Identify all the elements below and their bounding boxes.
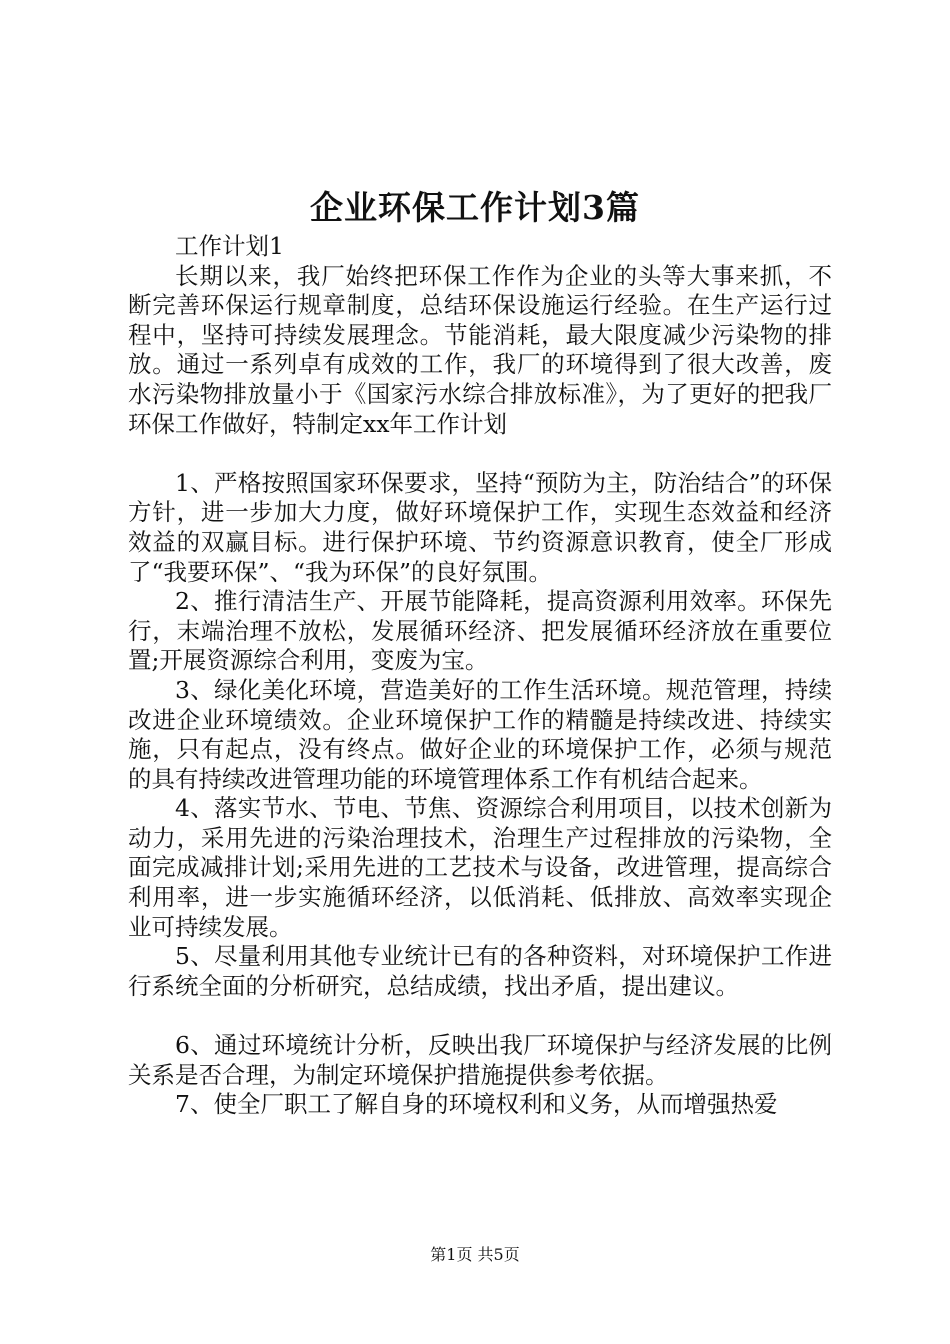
plan-item-4: 4、落实节水、节电、节焦、资源综合利用项目，以技术创新为动力，采用先进的污染治理技术，治理生产过程排放的污染物，全面完成减排计划;采用先进的工艺技术与设备，改进管理，提高综合利用率，进一步实施循环经济，以低消耗、低排放、高效率实现企业可持续发展。 <box>128 794 832 941</box>
document-title: 企业环保工作计划3篇 <box>310 188 640 227</box>
document-body <box>128 232 832 1120</box>
plan-item-5: 5、尽量利用其他专业统计已有的各种资料，对环境保护工作进行系统全面的分析研究，总结成绩，找出矛盾，提出建议。 <box>128 942 832 1000</box>
plan-item-3: 3、绿化美化环境，营造美好的工作生活环境。规范管理，持续改进企业环境绩效。企业环境保护工作的精髓是持续改进、持续实施，只有起点，没有终点。做好企业的环境保护工作，必须与规范的具有持续改进管理功能的环境管理体系工作有机结合起来。 <box>128 675 832 793</box>
plan-item-2: 2、推行清洁生产、开展节能降耗，提高资源利用效率。环保先行，末端治理不放松，发展循环经济、把发展循环经济放在重要位置;开展资源综合利用，变废为宝。 <box>128 587 832 675</box>
section-heading: 工作计划1 <box>175 232 284 260</box>
intro-paragraph: 长期以来，我厂始终把环保工作作为企业的头等大事来抓，不断完善环保运行规章制度，总结环保设施运行经验。在生产运行过程中，坚持可持续发展理念。节能消耗，最大限度减少污染物的排放。通过一系列卓有成效的工作，我厂的环境得到了很大改善，废水污染物排放量小于《国家污水综合排放标准》，为了更好的把我厂环保工作做好，特制定xx年工作计划 <box>128 261 832 438</box>
plan-item-6: 6、通过环境统计分析，反映出我厂环境保护与经济发展的比例关系是否合理，为制定环境保护措施提供参考依据。 <box>128 1031 832 1089</box>
page-footer: 第1页 共5页 <box>430 1245 520 1264</box>
plan-item-7: 7、使全厂职工了解自身的环境权利和义务，从而增强热爱 <box>175 1090 778 1119</box>
plan-item-1: 1、严格按照国家环保要求，坚持“预防为主，防治结合”的环保方针，进一步加大力度，做好环境保护工作，实现生态效益和经济效益的双赢目标。进行保护环境、节约资源意识教育，使全厂形成了“我要环保”、“我为环保”的良好氛围。 <box>128 468 832 586</box>
